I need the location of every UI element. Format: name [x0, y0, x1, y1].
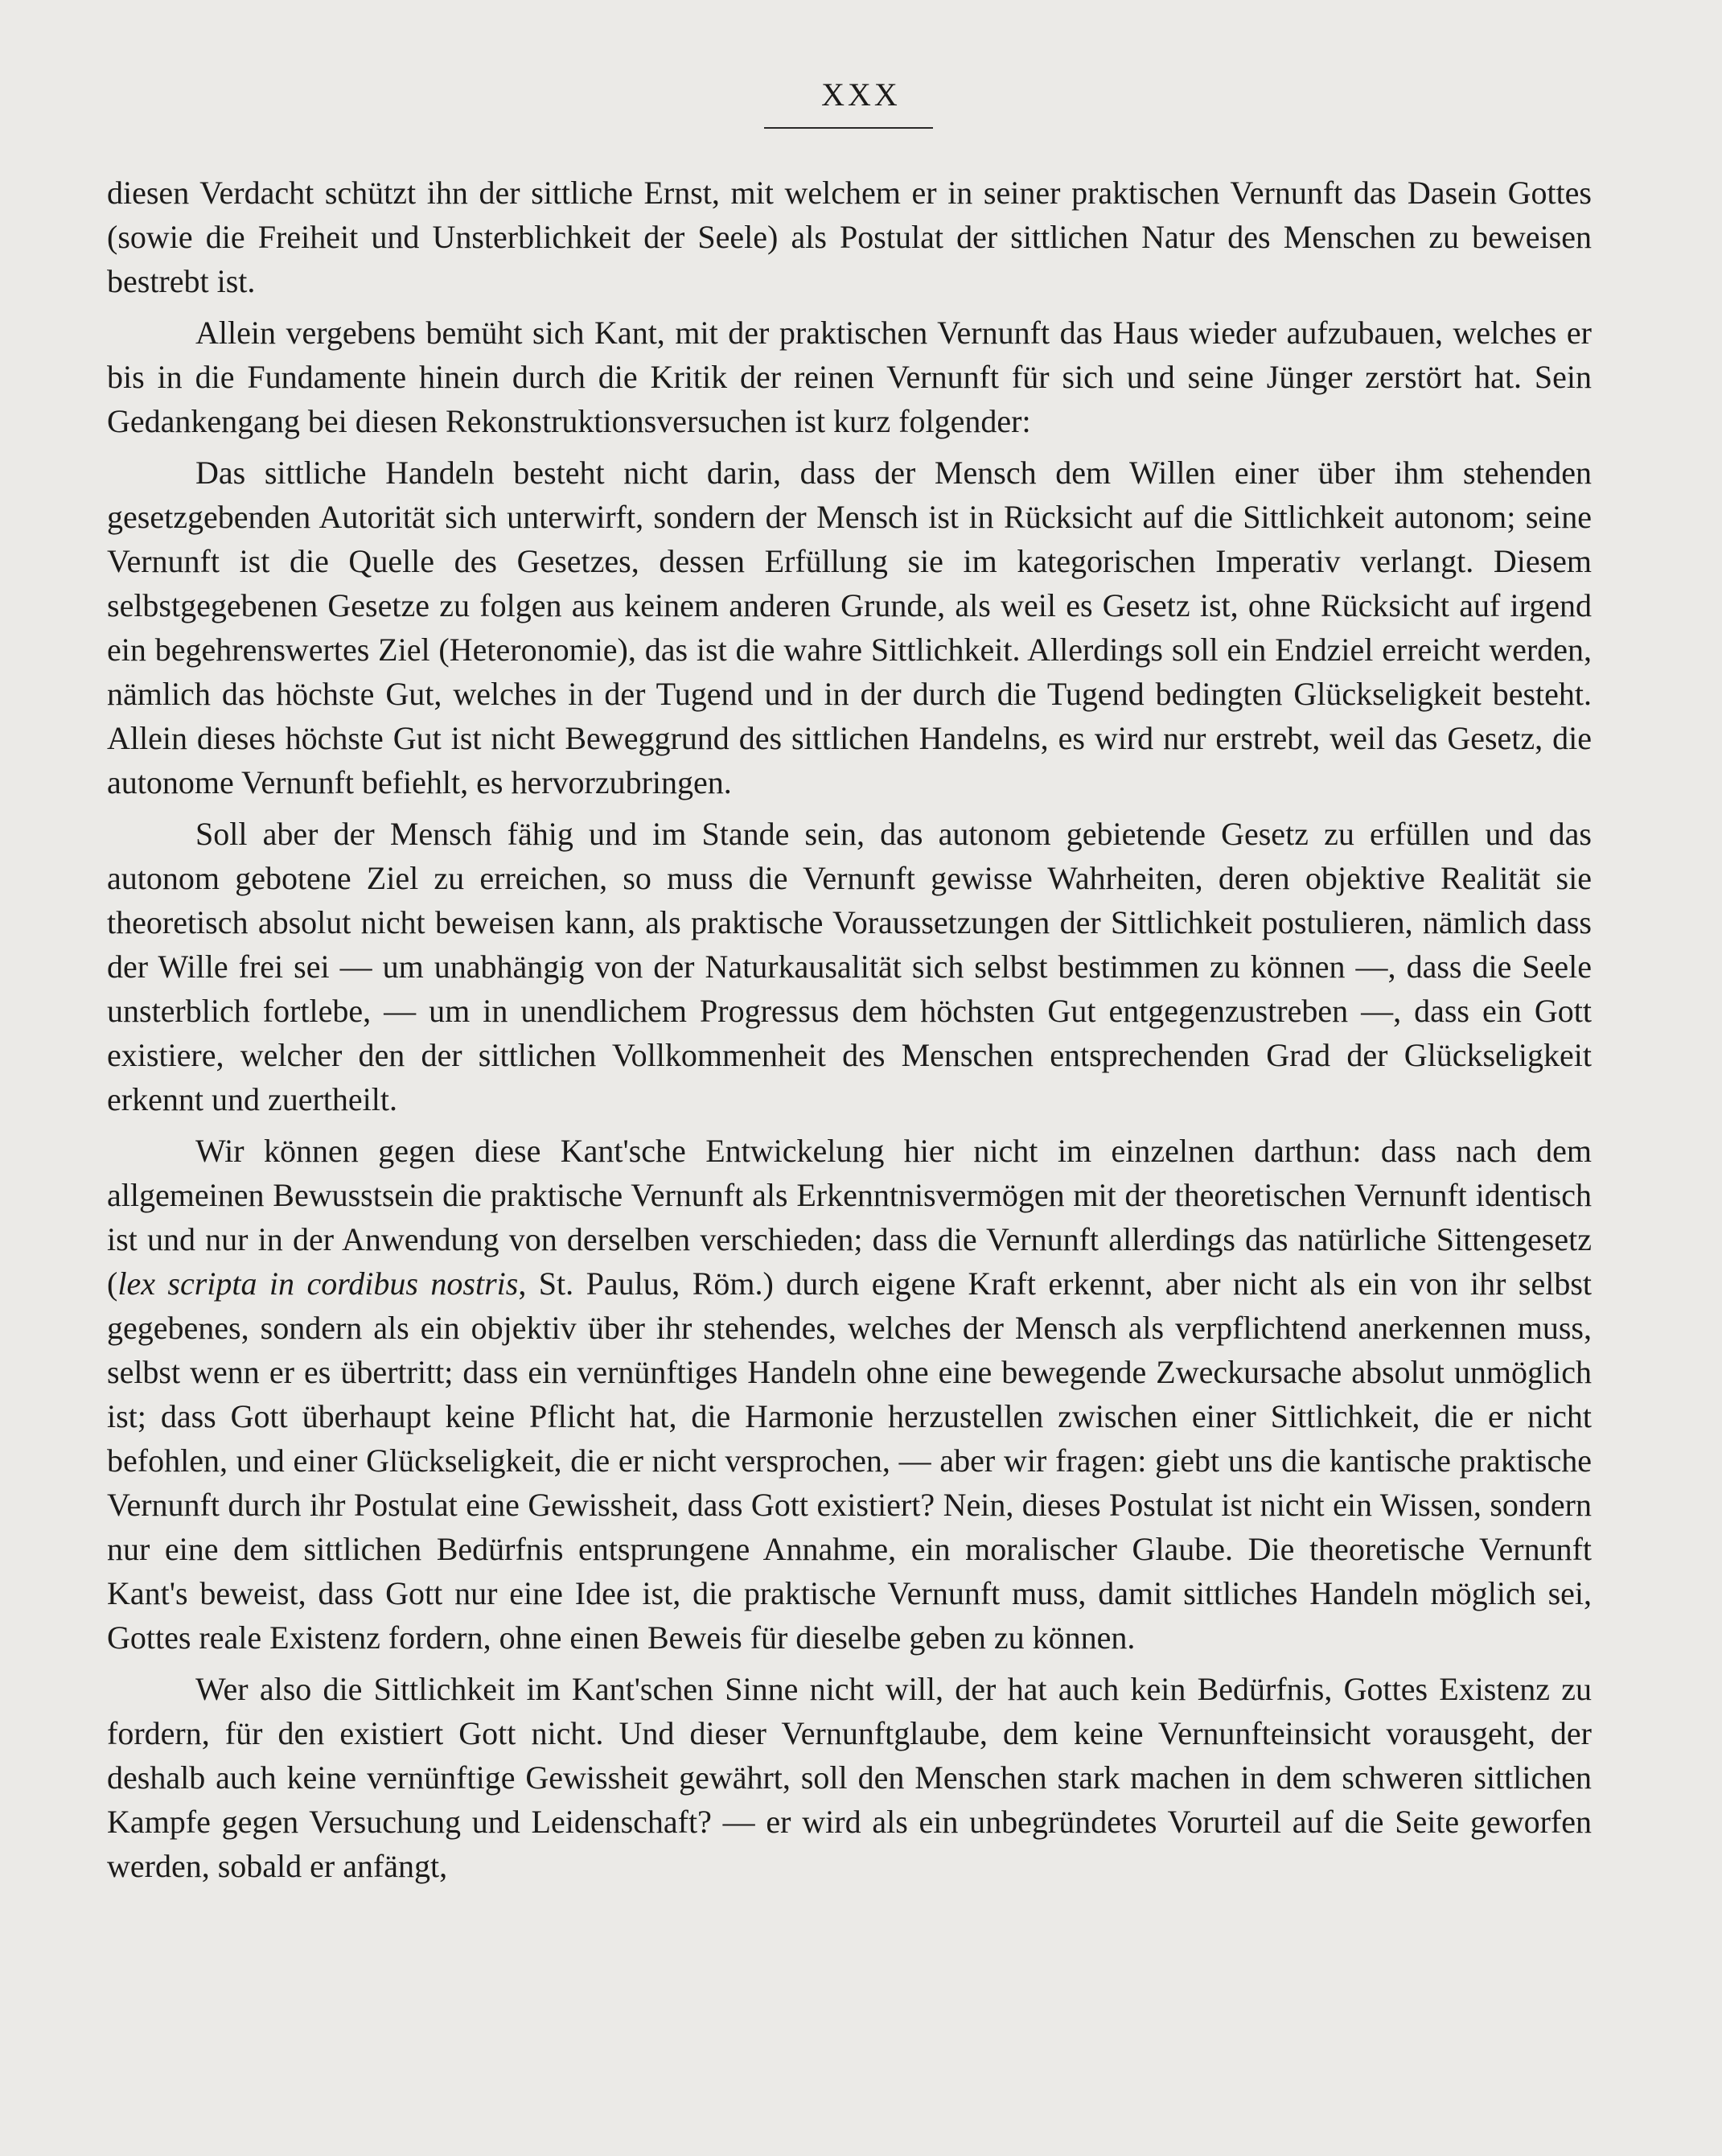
paragraph: Allein vergebens bemüht sich Kant, mit der praktischen Vernunft das Haus wieder aufzubauen, welches er bis in die Fundamente hinein durch die Kritik der reinen Vernunft für sich und seine Jünger zerstört hat. Sein Gedankengang bei diesen Rekonstruktionsversuchen ist kurz folgender:	[107, 315, 1592, 439]
paragraph-text-part: Wir können gegen diese Kant'sche Entwickelung hier nicht im einzelnen darthun: dass nach dem allgemeinen Bewusstsein die praktische Vernunft als Erkenntnisvermögen mit der theoretischen Vernunft identisch ist und nur in der Anwendung von derselben verschieden; dass die Vernunft allerdings das natürliche Sittengesetz (	[107, 1133, 1592, 1302]
paragraph-continuation: diesen Verdacht schützt ihn der sittliche Ernst, mit welchem er in seiner praktischen Vernunft das Dasein Gottes (sowie die Freiheit und Unsterblichkeit der Seele) als Postulat der sittlichen Natur des Menschen zu beweisen bestrebt ist.	[107, 175, 1592, 299]
latin-quotation: lex scripta in cordibus nostris	[117, 1265, 519, 1302]
body-text	[107, 171, 1592, 1888]
paragraph: Das sittliche Handeln besteht nicht darin, dass der Mensch dem Willen einer über ihm stehenden gesetzgebenden Autorität sich unterwirft, sondern der Mensch ist in Rücksicht auf die Sittlichkeit autonom; seine Vernunft ist die Quelle des Gesetzes, dessen Erfüllung sie im kategorischen Imperativ verlangt. Diesem selbstgegebenen Gesetze zu folgen aus keinem anderen Grunde, als weil es Gesetz ist, ohne Rücksicht auf irgend ein begehrenswertes Ziel (Heteronomie), das ist die wahre Sittlichkeit. Allerdings soll ein Endziel erreicht werden, nämlich das höchste Gut, welches in der Tugend und in der durch die Tugend bedingten Glückseligkeit besteht. Allein dieses höchste Gut ist nicht Beweggrund des sittlichen Handelns, es wird nur erstrebt, weil das Gesetz, die autonome Vernunft befiehlt, es hervorzubringen.	[107, 455, 1592, 800]
page-number: XXX	[821, 76, 901, 113]
paragraph: Wer also die Sittlichkeit im Kant'schen Sinne nicht will, der hat auch kein Bedürfnis, Gottes Existenz zu fordern, für den existiert Gott nicht. Und dieser Vernunftglaube, dem keine Vernunfteinsicht vorausgeht, der deshalb auch keine vernünftige Gewissheit gewährt, soll den Menschen stark machen in dem schweren sittlichen Kampfe gegen Versuchung und Leidenschaft? — er wird als ein unbegründetes Vorurteil auf die Seite geworfen werden, sobald er anfängt,	[107, 1671, 1592, 1884]
paragraph	[107, 1129, 1592, 1660]
header-rule	[764, 127, 933, 129]
paragraph: Soll aber der Mensch fähig und im Stande sein, das autonom gebietende Gesetz zu erfüllen und das autonom gebotene Ziel zu erreichen, so muss die Vernunft gewisse Wahrheiten, deren objektive Realität sie theoretisch absolut nicht beweisen kann, als praktische Voraussetzungen der Sittlichkeit postulieren, nämlich dass der Wille frei sei — um unabhängig von der Naturkausalität sich selbst bestimmen zu können —, dass die Seele unsterblich fortlebe, — um in unendlichem Progressus dem höchsten Gut entgegenzustreben —, dass ein Gott existiere, welcher den der sittlichen Vollkommenheit des Menschen entsprechenden Grad der Glückseligkeit erkennt und zuertheilt.	[107, 816, 1592, 1117]
paragraph-text-part: , St. Paulus, Röm.) durch eigene Kraft erkennt, aber nicht als ein von ihr selbst gegebenes, sondern als ein objektiv über ihr stehendes, welches der Mensch als verpflichtend anerkennen muss, selbst wenn er es übertritt; dass ein vernünftiges Handeln ohne eine bewegende Zweckursache absolut unmöglich ist; dass Gott überhaupt keine Pflicht hat, die Harmonie herzustellen zwischen einer Sittlichkeit, die er nicht befohlen, und einer Glückseligkeit, die er nicht versprochen, — aber wir fragen: giebt uns die kantische praktische Vernunft durch ihr Postulat eine Gewissheit, dass Gott existiert? Nein, dieses Postulat ist nicht ein Wissen, sondern nur eine dem sittlichen Bedürfnis entsprungene Annahme, ein moralischer Glaube. Die theoretische Vernunft Kant's beweist, dass Gott nur eine Idee ist, die praktische Vernunft muss, damit sittliches Handeln möglich sei, Gottes reale Existenz fordern, ohne einen Beweis für dieselbe geben zu können.	[107, 1265, 1593, 1656]
